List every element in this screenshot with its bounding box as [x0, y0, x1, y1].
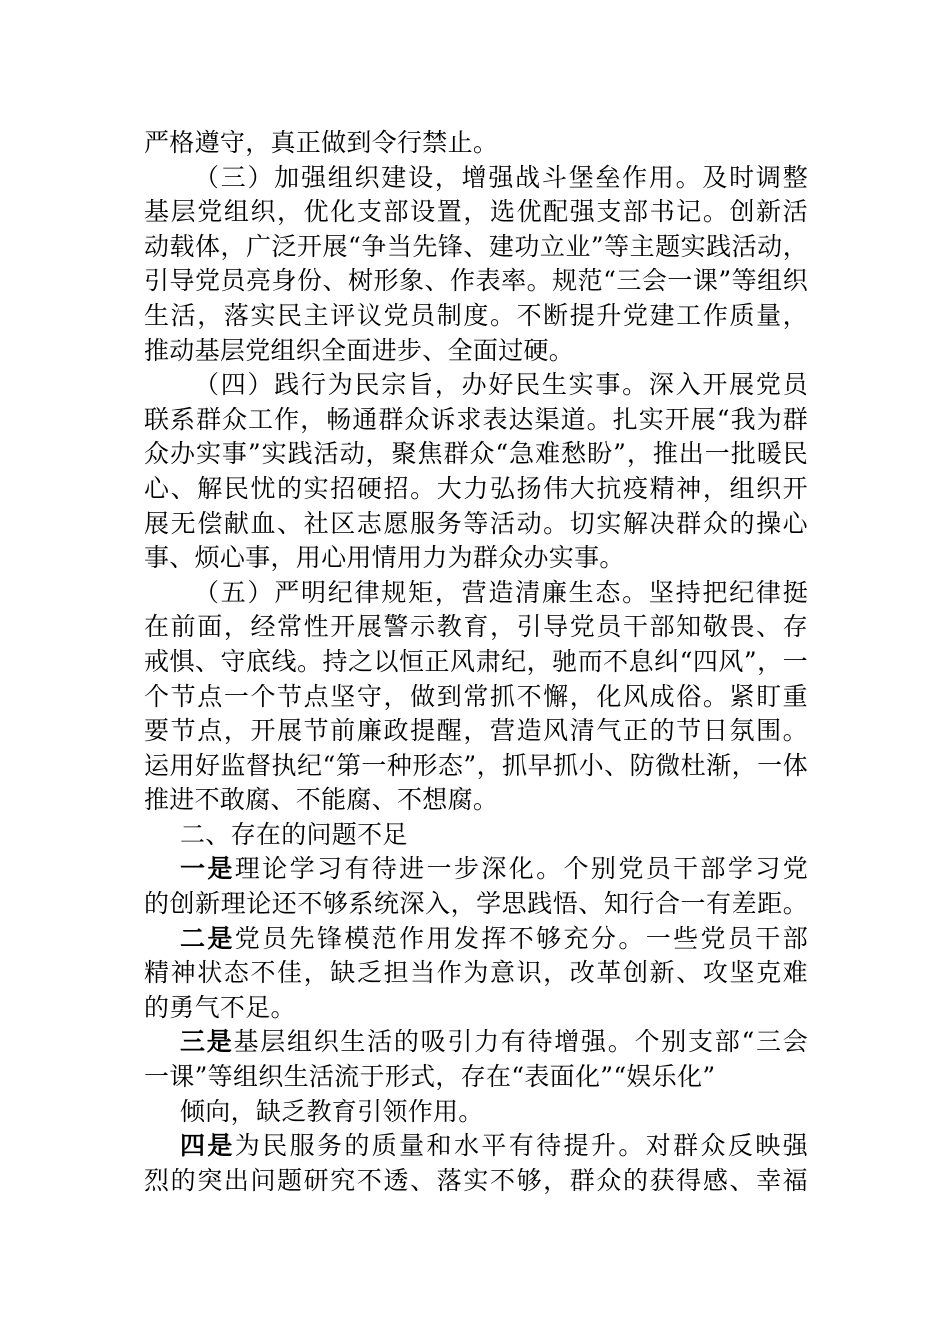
text-line: 要节点，开展节前廉政提醒，营造风清气正的节日氛围。 [144, 716, 808, 746]
text-line: 众办实事”实践活动，聚焦群众“急难愁盼”，推出一批暖民 [144, 439, 808, 469]
problem-item-4 [144, 1129, 808, 1164]
text-line: 在前面，经常性开展警示教育，引导党员干部知敬畏、存 [144, 612, 808, 642]
text-line: 动载体，广泛开展“争当先锋、建功立业”等主题实践活动， [144, 231, 808, 261]
document-body [144, 126, 808, 1198]
text-line: 的勇气不足。 [144, 992, 296, 1022]
text-line: 推动基层党组织全面进步、全面过硬。 [144, 335, 575, 365]
text-line: 推进不敢腐、不能腐、不想腐。 [144, 785, 499, 815]
text-line: 运用好监督执纪“第一种形态”，抓早抓小、防微杜渐，一体 [144, 750, 808, 780]
text-line: 联系群众工作，畅通群众诉求表达渠道。扎实开展“我为群 [144, 404, 808, 434]
chapter-heading: 二、存在的问题不足 [180, 819, 408, 849]
problem-item-1 [144, 852, 808, 887]
section-heading-line: （五）严明纪律规矩，营造清廉生态。坚持把纪律挺 [194, 577, 808, 607]
text-line: 心、解民忧的实招硬招。大力弘扬伟大抗疫精神，组织开 [144, 473, 808, 503]
problem-text: 基层组织生活的吸引力有待增强。个别支部“三会 [233, 1027, 808, 1057]
text-line: 基层党组织，优化支部设置，选优配强支部书记。创新活 [144, 197, 808, 227]
problem-text: 党员先锋模范作用发挥不够充分。一些党员干部 [234, 923, 808, 953]
problem-text: 理论学习有待进一步深化。个别党员干部学习党 [234, 854, 808, 884]
bold-prefix: 一是 [180, 854, 235, 884]
section-heading-line: （四）践行为民宗旨，办好民生实事。深入开展党员 [194, 370, 808, 400]
text-line: 精神状态不佳，缺乏担当作为意识，改革创新、攻坚克难 [144, 958, 808, 988]
text-line: 烈的突出问题研究不透、落实不够，群众的获得感、幸福 [144, 1165, 808, 1195]
problem-item-3 [144, 1025, 808, 1060]
text-line: 倾向，缺乏教育引领作用。 [180, 1096, 484, 1126]
bold-prefix: 三是 [180, 1027, 234, 1057]
text-line: 的创新理论还不够系统深入，学思践悟、知行合一有差距。 [144, 889, 808, 919]
text-line: 引导党员亮身份、树形象、作表率。规范“三会一课”等组织 [144, 266, 808, 296]
text-line: 一课”等组织生活流于形式，存在“表面化”“娱乐化” [144, 1062, 716, 1092]
text-line: 事、烦心事，用心用情用力为群众办实事。 [144, 543, 625, 573]
bold-prefix: 二是 [180, 923, 235, 953]
text-line: 严格遵守，真正做到令行禁止。 [144, 128, 499, 157]
section-heading-line: （三）加强组织建设，增强战斗堡垒作用。及时调整 [194, 162, 808, 192]
text-line: 展无偿献血、社区志愿服务等活动。切实解决群众的操心 [144, 508, 808, 538]
text-line: 生活，落实民主评议党员制度。不断提升党建工作质量， [144, 300, 808, 330]
problem-text: 为民服务的质量和水平有待提升。对群众反映强 [234, 1131, 808, 1161]
text-line: 戒惧、守底线。持之以恒正风肃纪，驰而不息纠“四风”，一 [144, 646, 808, 676]
text-line: 个节点一个节点坚守，做到常抓不懈，化风成俗。紧盯重 [144, 681, 808, 711]
bold-prefix: 四是 [180, 1131, 235, 1161]
problem-item-2 [144, 922, 808, 957]
